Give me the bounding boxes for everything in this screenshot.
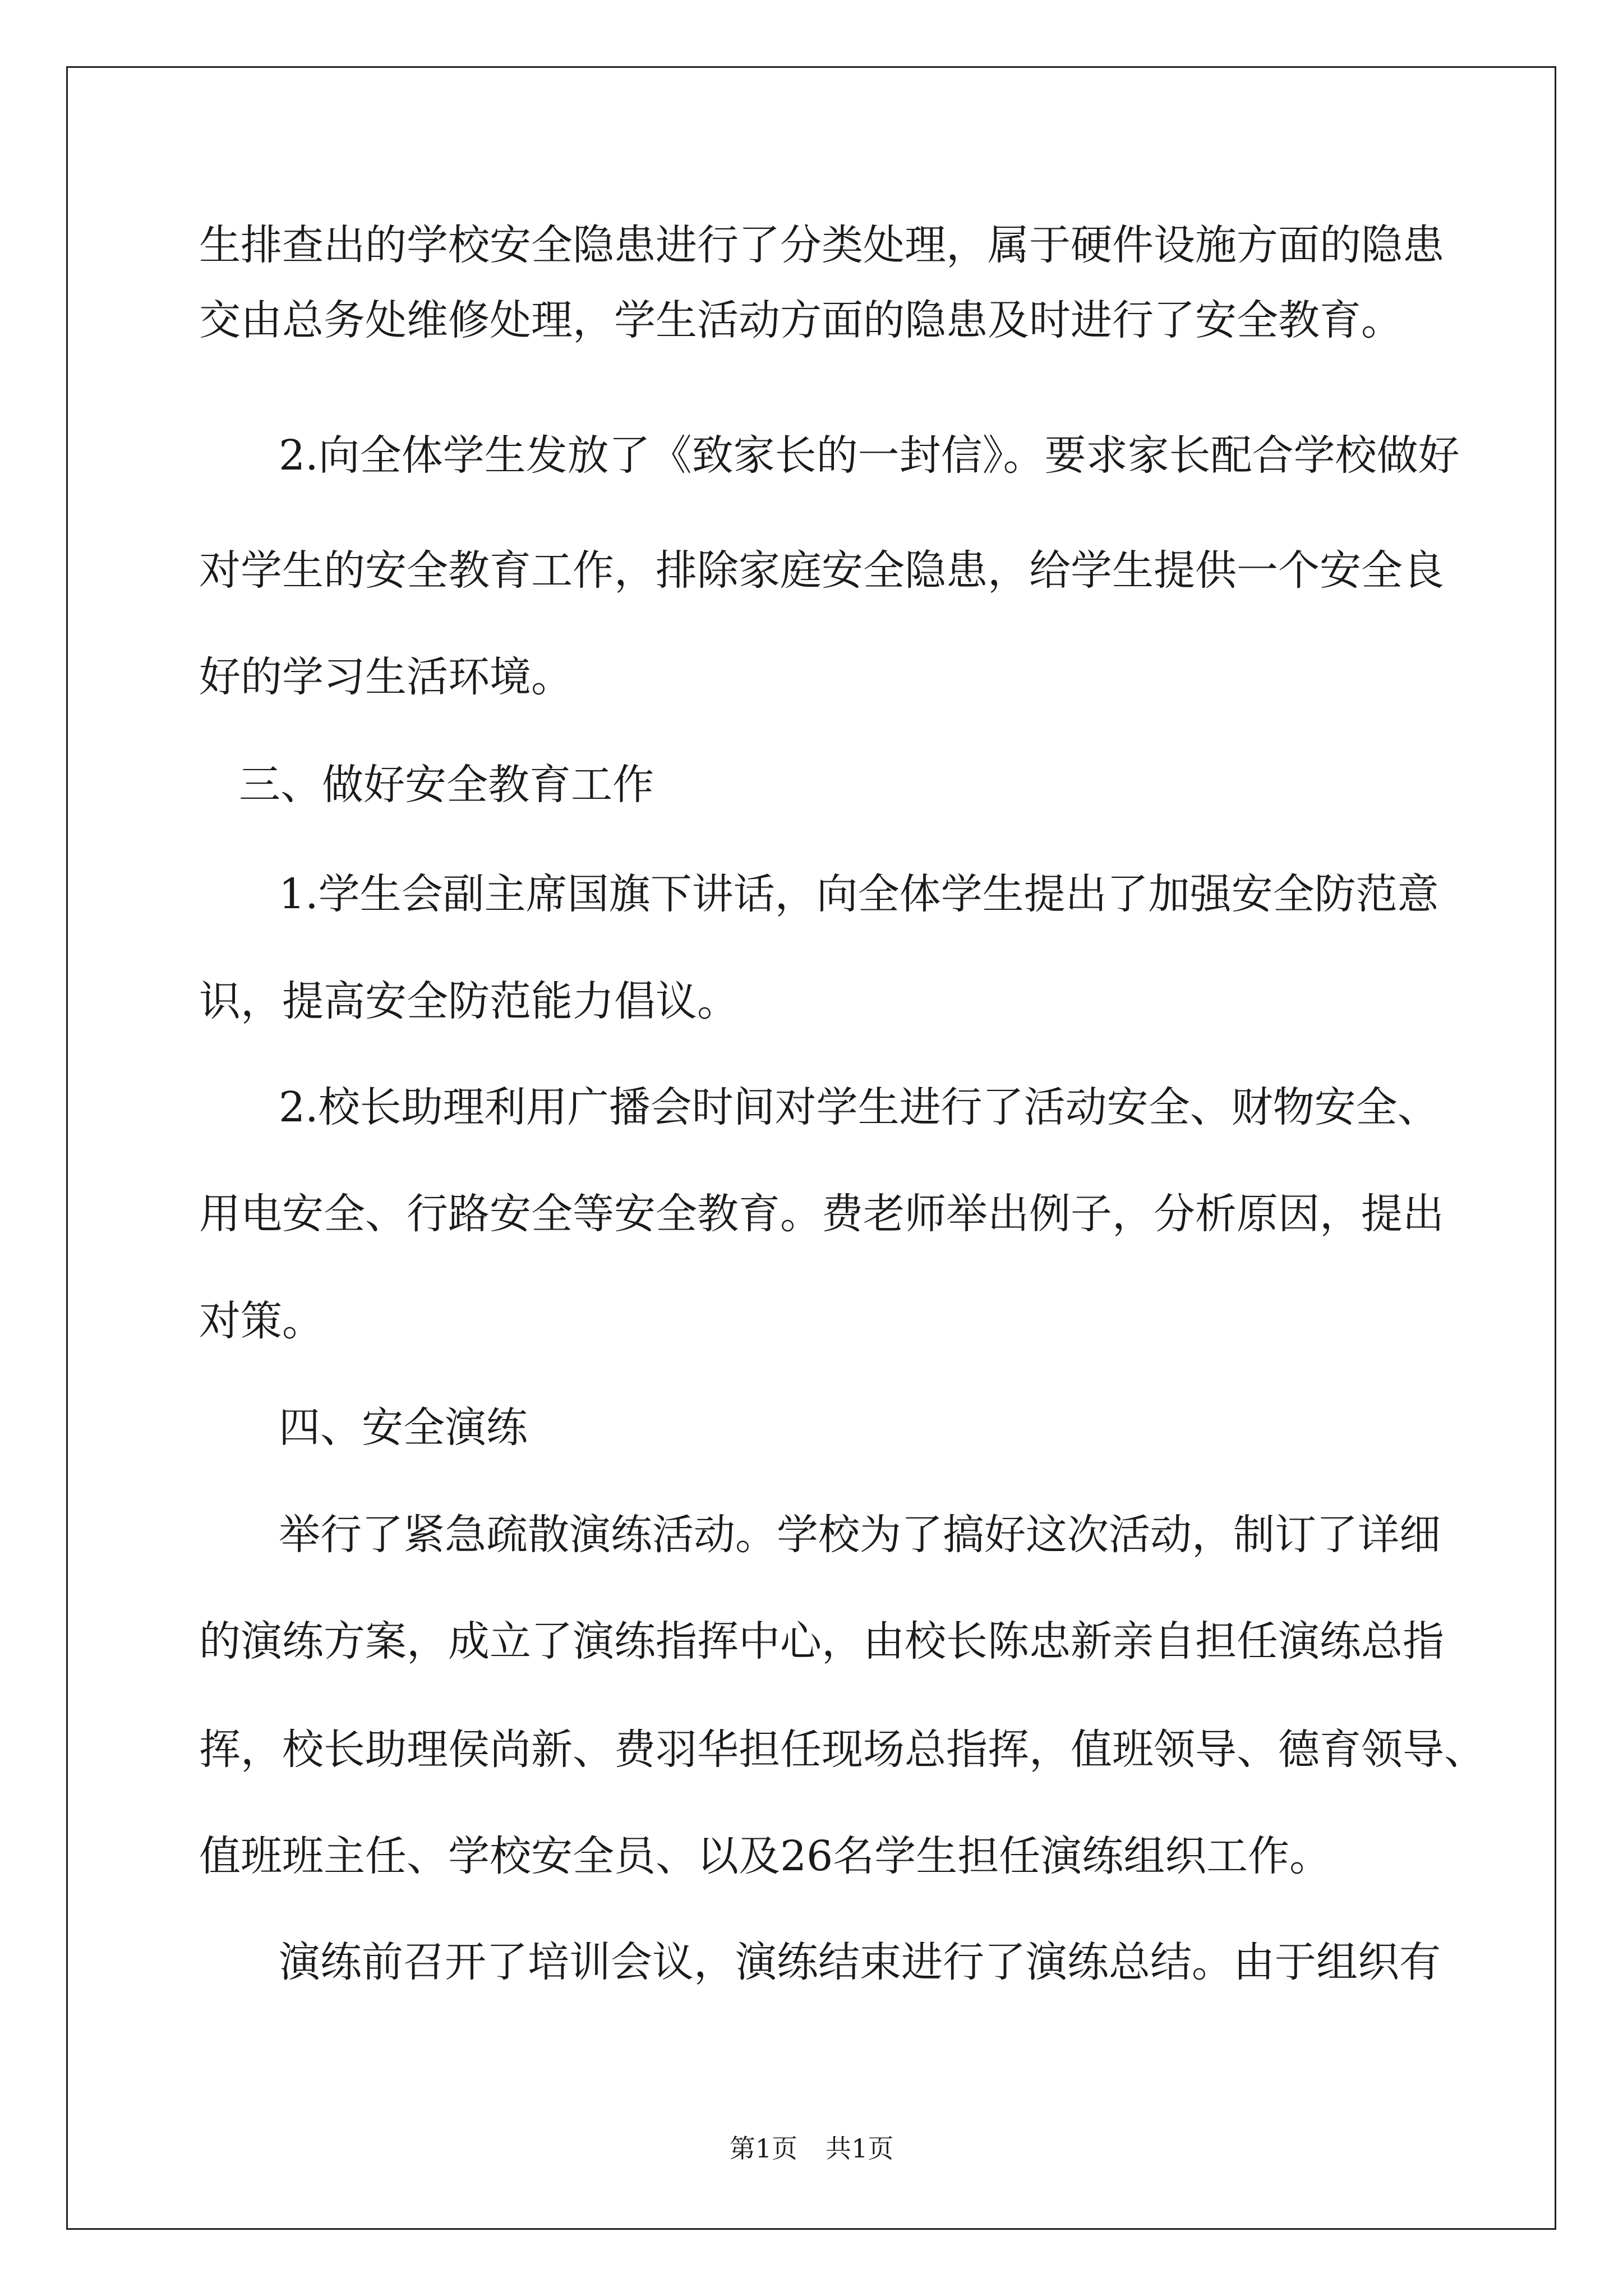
body-line-4: 对学生的安全教育工作，排除家庭安全隐患，给学生提供一个安全良 — [199, 546, 1444, 595]
body-line-7: 1.学生会副主席国旗下讲话，向全体学生提出了加强安全防范意 — [279, 870, 1439, 918]
body-line-10: 用电安全、行路安全等安全教育。费老师举出例子，分析原因，提出 — [199, 1190, 1444, 1238]
body-line-14: 的演练方案，成立了演练指挥中心，由校长陈忠新亲自担任演练总指 — [199, 1617, 1444, 1665]
body-line-17: 演练前召开了培训会议，演练结束进行了演练总结。由于组织有 — [279, 1938, 1441, 1986]
page-footer — [0, 2133, 1623, 2164]
page-number: 第1页 — [729, 2133, 797, 2164]
body-line-16: 值班班主任、学校安全员、以及26名学生担任演练组织工作。 — [199, 1832, 1331, 1880]
body-line-3: 2.向全体学生发放了《致家长的一封信》。要求家长配合学校做好 — [279, 431, 1460, 480]
body-line-13: 举行了紧急疏散演练活动。学校为了搞好这次活动，制订了详细 — [279, 1511, 1441, 1559]
body-line-11: 对策。 — [199, 1297, 324, 1345]
body-line-1: 生排查出的学校安全隐患进行了分类处理，属于硬件设施方面的隐患 — [199, 221, 1444, 269]
body-line-8: 识，提高安全防范能力倡议。 — [199, 977, 739, 1025]
page-total: 共1页 — [826, 2133, 894, 2164]
body-line-5: 好的学习生活环境。 — [199, 653, 573, 701]
section-heading-3: 三、做好安全教育工作 — [239, 761, 654, 809]
section-heading-4: 四、安全演练 — [279, 1404, 528, 1452]
page-border — [66, 66, 1556, 2230]
body-line-15: 挥，校长助理侯尚新、费羽华担任现场总指挥，值班领导、德育领导、 — [199, 1726, 1486, 1774]
body-line-9: 2.校长助理利用广播会时间对学生进行了活动安全、财物安全、 — [279, 1083, 1439, 1131]
body-line-2: 交由总务处维修处理，学生活动方面的隐患及时进行了安全教育。 — [199, 296, 1403, 344]
